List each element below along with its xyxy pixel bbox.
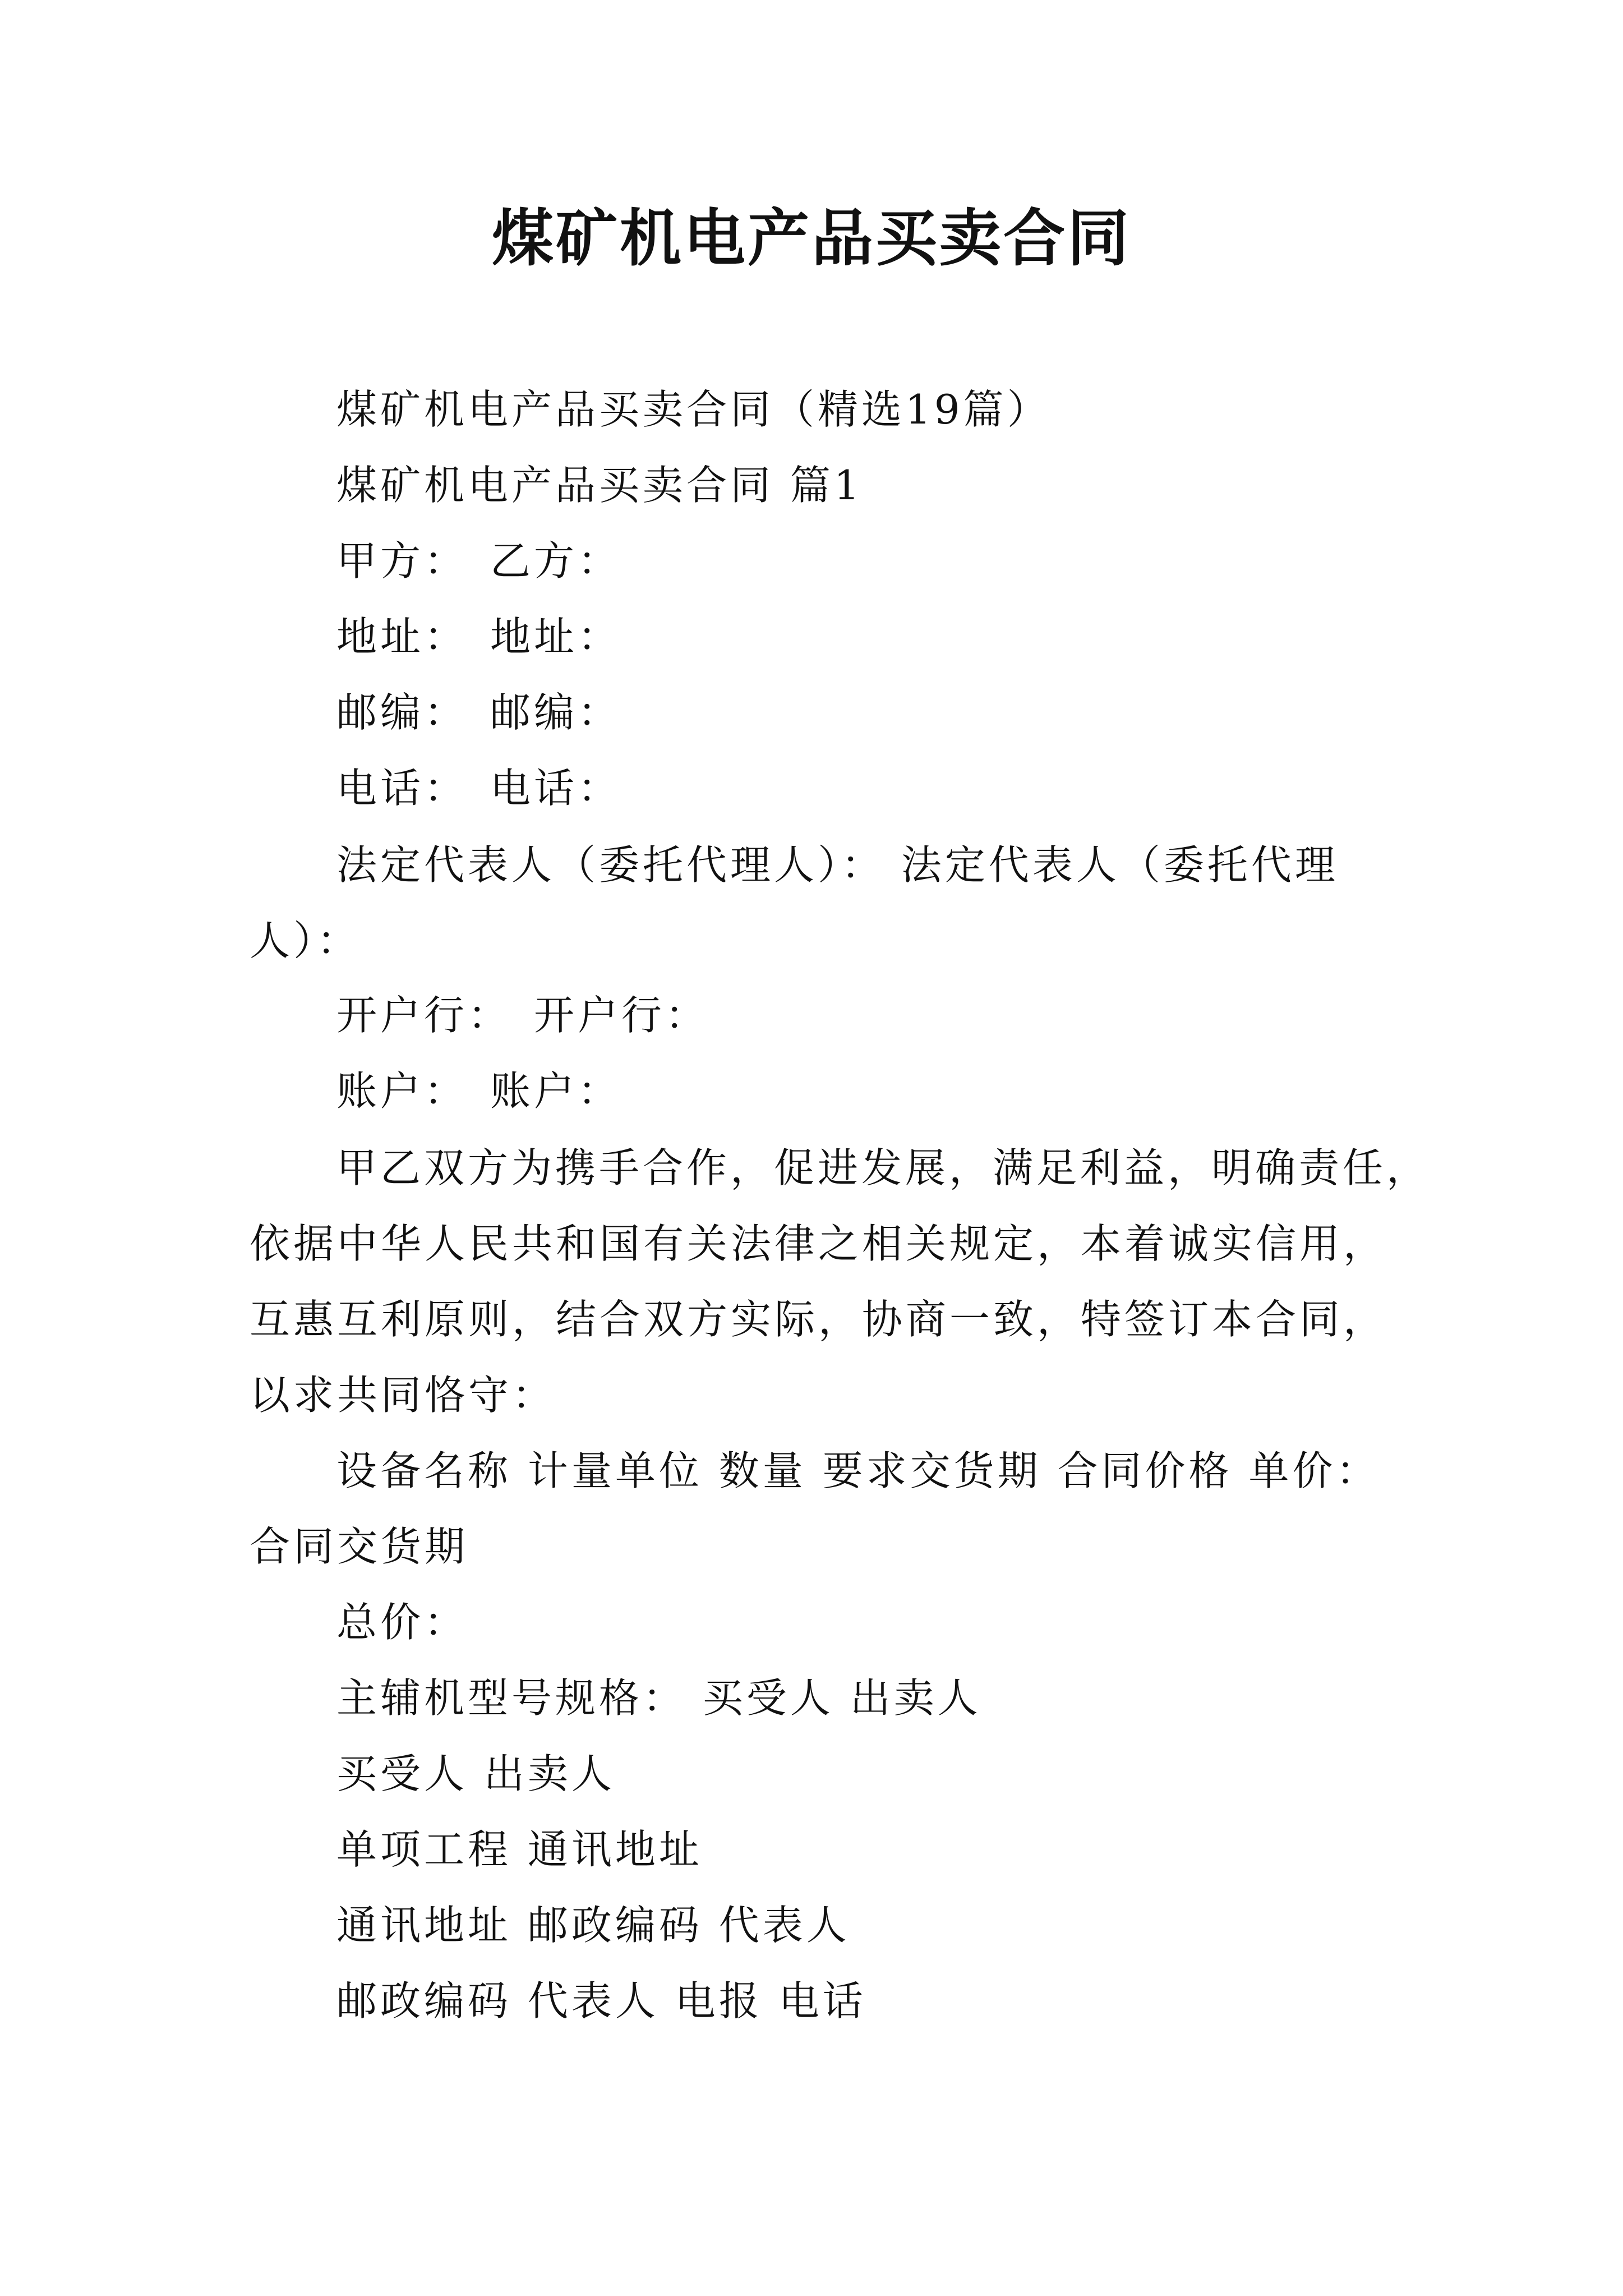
party-b-phone-label: 电话： xyxy=(490,765,622,812)
total-price-label: 总价： xyxy=(336,1599,468,1646)
party-a-phone-label: 电话： xyxy=(336,765,468,812)
preamble-line-3: 互惠互利原则，结合双方实际，协商一致，特签订本合同， xyxy=(250,1296,1387,1343)
party-row-postcode xyxy=(336,684,621,740)
document-title: 煤矿机电产品买卖合同 xyxy=(492,202,1131,274)
party-a-address-label: 地址： xyxy=(336,613,468,660)
postal-line: 邮政编码 代表人 电报 电话 xyxy=(336,1977,866,2024)
preamble-line-4: 以求共同恪守： xyxy=(250,1372,556,1419)
preamble-line-2: 依据中华人民共和国有关法律之相关规定，本着诚实信用， xyxy=(250,1220,1387,1267)
legal-rep-line-1: 法定代表人（委托代理人）： 法定代表人（委托代理 xyxy=(336,841,1339,889)
party-row-name xyxy=(336,533,621,589)
buyer-seller-line: 买受人 出卖人 xyxy=(336,1750,615,1797)
party-b-bank-label: 开户行： xyxy=(534,992,709,1039)
table-header-line-1: 设备名称 计量单位 数量 要求交货期 合同价格 单价： xyxy=(336,1447,1380,1494)
party-row-phone xyxy=(336,760,621,816)
legal-rep-line-2: 人）： xyxy=(250,917,361,964)
preamble-line-1: 甲乙双方为携手合作，促进发展，满足利益，明确责任， xyxy=(336,1144,1431,1191)
address-line: 通讯地址 邮政编码 代表人 xyxy=(336,1902,850,1949)
party-a-label: 甲方： xyxy=(336,537,468,585)
project-line: 单项工程 通讯地址 xyxy=(336,1826,703,1873)
party-a-postcode-label: 邮编： xyxy=(336,689,468,736)
section-heading: 煤矿机电产品买卖合同 篇1 xyxy=(336,462,863,509)
bank-row xyxy=(336,987,709,1043)
party-b-address-label: 地址： xyxy=(490,613,622,660)
document-subtitle: 煤矿机电产品买卖合同（精选19篇） xyxy=(336,386,1051,433)
party-a-account-label: 账户： xyxy=(336,1068,468,1115)
party-b-postcode-label: 邮编： xyxy=(490,689,622,736)
party-row-address xyxy=(336,609,621,665)
party-b-label: 乙方： xyxy=(490,537,622,585)
party-b-account-label: 账户： xyxy=(490,1068,622,1115)
account-row xyxy=(336,1063,621,1119)
table-header-line-2: 合同交货期 xyxy=(250,1523,469,1570)
party-a-bank-label: 开户行： xyxy=(336,992,512,1039)
spec-line: 主辅机型号规格： 买受人 出卖人 xyxy=(336,1674,981,1722)
